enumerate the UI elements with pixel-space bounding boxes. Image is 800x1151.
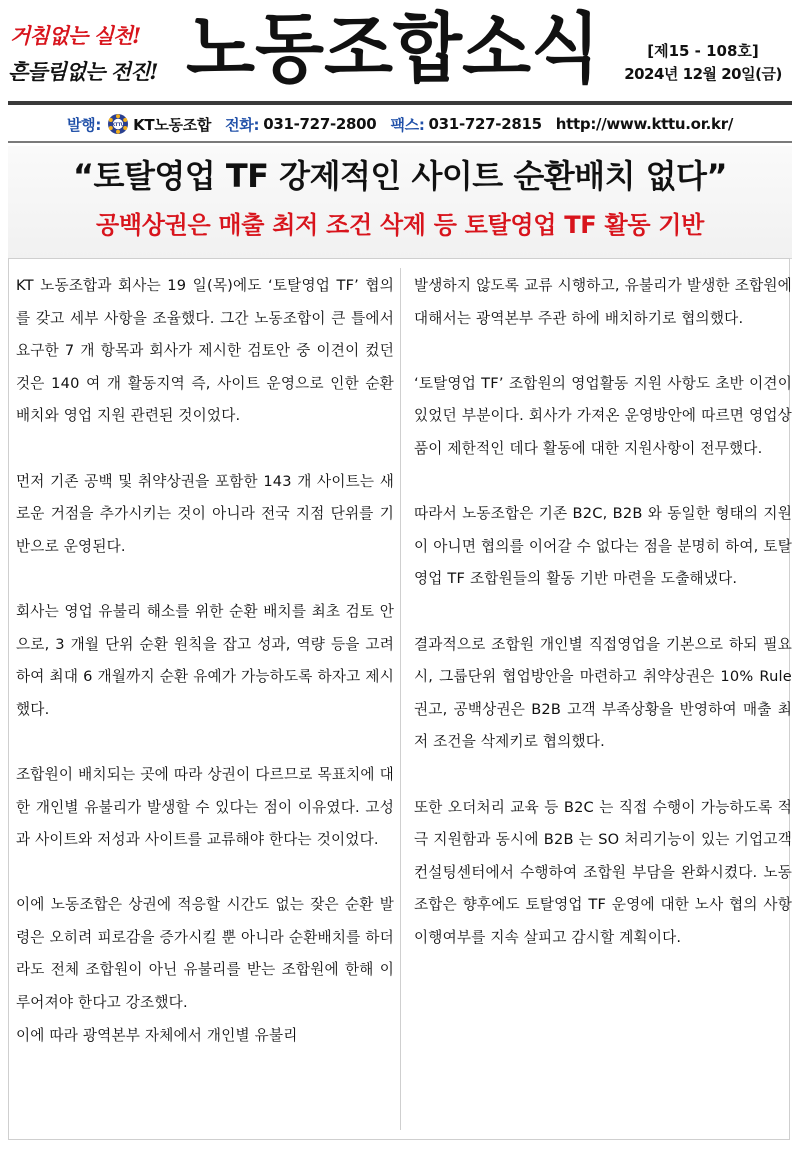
paragraph: 따라서 노동조합은 기존 B2C, B2B 와 동일한 형태의 지원이 아니면 협의를 이어갈 수 없다는 점을 분명히 하여, 토탈영업 TF 조합원들의 활동 기반 마련을 도출해냈다. (414, 505, 792, 588)
phone-number: 031-727-2800 (263, 115, 377, 133)
paragraph: 조합원이 배치되는 곳에 따라 상권이 다르므로 목표치에 대한 개인별 유불리가 발생할 수 있다는 점이 이유였다. 고성과 사이트와 저성과 사이트를 교류해야 한다는 것이었다. (16, 765, 394, 849)
paragraph: 이에 따라 광역본부 자체에서 개인별 유불리 (16, 1026, 298, 1044)
article-right-column (414, 270, 792, 954)
paragraph: ‘토탈영업 TF’ 조합원의 영업활동 지원 사항도 초반 이견이 있었던 부분이다. 회사가 가져온 운영방안에 따르면 영업상품이 제한적인 데다 활동에 대한 지원사항이 전무했다. (414, 374, 792, 457)
phone-label: 전화: (225, 115, 260, 134)
paragraph: 회사는 영업 유불리 해소를 위한 순환 배치를 최초 검토 안으로, 3 개월 단위 순환 원칙을 잡고 성과, 역량 등을 고려하여 최대 6 개월까지 순환 유예가 가능하도록 하자고 제시했다. (16, 602, 394, 718)
paragraph: 먼저 기존 공백 및 취약상권을 포함한 143 개 사이트는 새로운 거점을 추가시키는 것이 아니라 전국 지점 단위를 기반으로 운영된다. (16, 472, 394, 555)
contact-bar (8, 108, 792, 140)
slogan-bottom: 흔들림없는 전진! (8, 59, 158, 84)
article-left-column (16, 270, 394, 1052)
publisher-name: KT노동조합 (133, 115, 212, 134)
contact-divider (8, 141, 792, 143)
issue-date: 2024년 12월 20일(금) (624, 65, 782, 83)
newsletter-title: 노동조합소식 (186, 4, 601, 93)
slogan-top: 거침없는 실천! (10, 23, 141, 48)
publisher-label: 발행: (66, 115, 102, 134)
fax-label: 팩스: (390, 115, 425, 134)
paragraph: KT 노동조합과 회사는 19 일(목)에도 ‘토탈영업 TF’ 협의를 갖고 세부 사항을 조율했다. 그간 노동조합이 큰 틀에서 요구한 7 개 항목과 회사가 제시한 검토안 중 이견이 컸던 것은 140 여 개 활동지역 즉, 사이트 운영으로 인한 순환 배치와 영업 지원 관련된 것이었다. (16, 277, 394, 425)
fax-number: 031-727-2815 (428, 115, 542, 133)
issue-number: [제15 - 108호] (647, 42, 759, 60)
paragraph: 또한 오더처리 교육 등 B2C 는 직접 수행이 가능하도록 적극 지원함과 동시에 B2B 는 SO 처리기능이 있는 기업고객 컨설팅센터에서 수행하여 조합원 부담을 완화시켰다. 노동조합은 향후에도 토탈영업 TF 운영에 대한 노사 협의 사항 이행여부를 지속 살피고 감시할 계획이다. (414, 798, 792, 946)
headline-box (8, 146, 792, 259)
paragraph: 결과적으로 조합원 개인별 직접영업을 기본으로 하되 필요 시, 그룹단위 협업방안을 마련하고 취약상권은 10% Rule 권고, 공백상권은 B2B 고객 부족상황을 반영하여 매출 최저 조건을 삭제키로 협의했다. (414, 635, 792, 751)
article-subheadline: 공백상권은 매출 최저 조건 삭제 등 토탈영업 TF 활동 기반 (95, 211, 705, 239)
kttu-logo-text: KTTU (111, 122, 125, 128)
website-link[interactable]: http://www.kttu.or.kr/ (555, 115, 733, 133)
article-headline: “토탈영업 TF 강제적인 사이트 순환배치 없다” (73, 157, 727, 195)
kttu-logo-icon (107, 113, 129, 135)
slogan-block (8, 20, 183, 88)
paragraph: 발생하지 않도록 교류 시행하고, 유불리가 발생한 조합원에 대해서는 광역본부 주관 하에 배치하기로 협의했다. (414, 277, 792, 327)
column-divider (400, 268, 401, 1130)
masthead-divider (8, 101, 792, 105)
paragraph: 이에 노동조합은 상권에 적응할 시간도 없는 잦은 순환 발령은 오히려 피로감을 증가시킬 뿐 아니라 순환배치를 하더라도 전체 조합원이 아닌 유불리를 받는 조합원에 한해 이루어져야 한다고 강조했다. (16, 896, 394, 1012)
issue-info (618, 40, 788, 86)
